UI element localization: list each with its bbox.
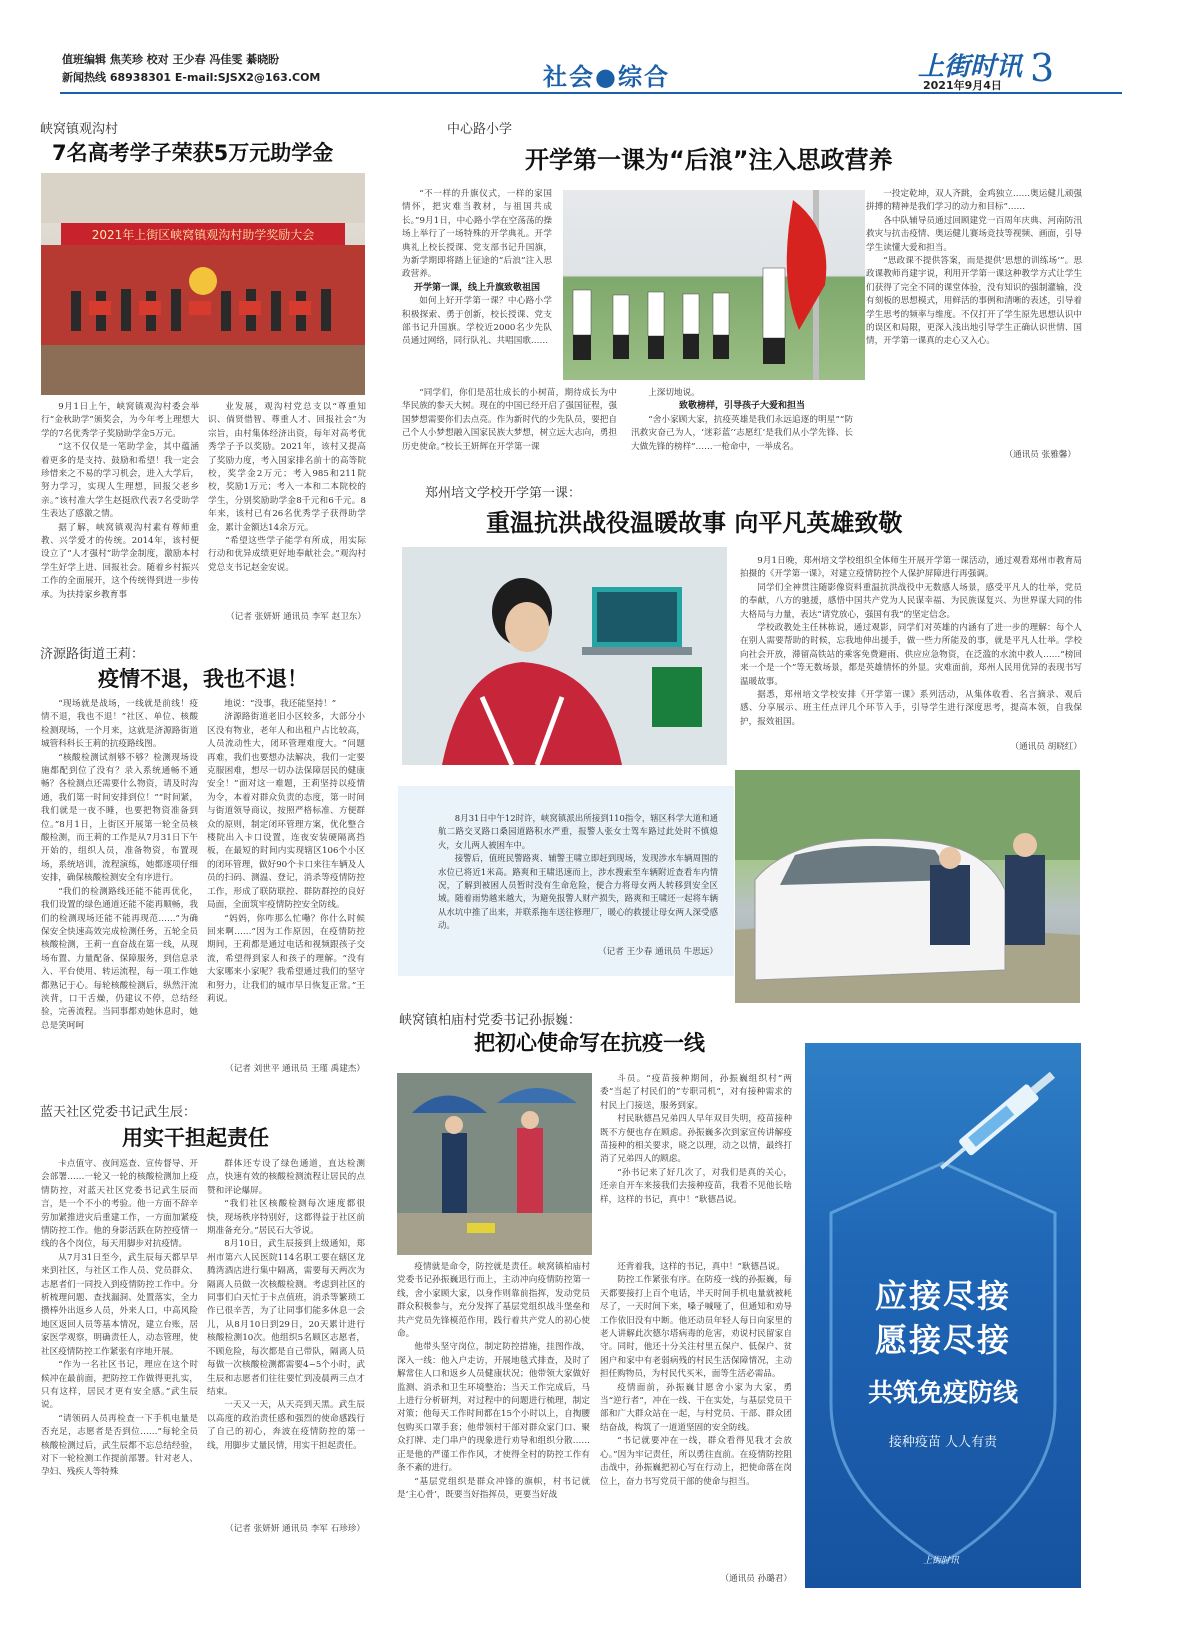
art1-headline: 7名高考学子荣获5万元助学金 xyxy=(52,141,334,165)
art2-p8: “思政课不提供答案，而是提供‘思想的训练场’”。思政课教师肖建宇说，利用开学第一课这种教学方式让学生们获得了完全不同的课堂体验，没有知识的强制灌输，没有刻板的思想模式，用鲜活的事例和清晰的表述，引导着学生思考的频率与维度。不仅打开了学生原先思想认识中的误区和局限，更深入浅出地引导学生正确认识世情、国情，开学第一课真的走心又入心。 xyxy=(866,256,1082,347)
art3-credit: （通讯员 胡晓红） xyxy=(1010,742,1082,752)
art2-p6: 一投定乾坤，双人齐跳，金鸡独立……奥运健儿顽强拼搏的精神是我们学习的动力和目标”…… xyxy=(866,189,1082,213)
art5-p2: “核酸检测试剂够不够？检测现场设施都配到位了没有？录入系统通畅不通畅？各检测点还需要什么物资，请及时沟通，我们第一时间安排到位！”“时间紧，我们就是一夜不睡，也要把物资准备到位。”8月1日，上街区开展第一轮全员核酸检测，而王莉的工作是从7月31日下午开始的，组织人员，准备物资，布置现场，系统培训，流程演练，她都逐项仔细安排，确保核酸检测安全有序进行。 xyxy=(41,752,198,884)
art3-p3: 学校政教处主任林栋说，通过观影，同学们对英雄的内涵有了进一步的理解：每个人在别人需要帮助的时候，忘我地伸出援手，做一些力所能及的事，就是平凡人壮举。学校向社会开放，滞留高铁站的乘客免费避雨、供应应急物资，在泛滥的水流中救人……“榜回来一个是一个”等无数场景，都是英雄情怀的外显。灾难面前，郑州人民用优异的表现书写温暖故事。 xyxy=(740,623,1082,687)
poster-line1: 应接尽接 xyxy=(874,1277,1011,1315)
art5-p1: “现场就是战场，一线就是前线！疫情不退，我也不退！”社区、单位、核酸检测现场，一个月来，这就是济源路街道城管科科长王莉的抗疫路线图。 xyxy=(41,699,198,750)
art1-p5: “希望这些学子能学有所成，用实际行动和优异成绩更好地奉献社会。”观沟村党总支书记赵金安说。 xyxy=(208,536,366,573)
art1-kicker: 峡窝镇观沟村 xyxy=(40,122,119,137)
header-hotline: 新闻热线 68938301 E-mail:SJSX2@163.COM xyxy=(62,71,321,84)
art1-p4: 业发展，观沟村党总支以“尊重知识、倘贤惜智、尊重人才、回报社会”为宗旨，由村集体经济出资，每年对高考优秀学子予以奖励。2021年，该村又提高了奖励力度，考入国家排名前十的高等院校，奖学金2万元；考入985和211院校，奖励1万元；考入一本和二本院校的学生，分别奖励助学金8千元和6千元。8年来，该村已有26名优秀学子获得助学金，累计金额达14余万元。 xyxy=(208,402,366,533)
poster-line3: 共筑免疫防线 xyxy=(867,1378,1018,1407)
art7-kicker: 蓝天社区党委书记武生辰： xyxy=(40,1105,197,1120)
art7-p5: 群体还专设了绿色通道，直达检测点，快速有效的核酸检测流程让居民的点赞和评论爆屏。 xyxy=(207,1159,365,1196)
art3-p2: 同学们全神贯注随影像资料重温抗洪战役中无数感人场景，感受平凡人的壮举，党员的奉献，八方的驰援，感悟中国共产党为人民谋幸福、为民族谋复兴、为世界谋大同的伟大格局与力量，表达“请党放心，强国有我”的坚定信念。 xyxy=(740,582,1082,620)
art1-banner: 2021年上街区峡窝镇观沟村助学奖励大会 xyxy=(91,228,315,242)
header-rule xyxy=(60,92,1122,94)
art5-p5: 济源路街道老旧小区较多，大部分小区没有物业，老年人和出租户占比较高，人员流动性大，闭环管理难度大。“问题再难，我们也要想办法解决，我们一定要克服困难，想尽一切办法保障居民的健康安全！”面对这一难题，王莉坚持以疫情为令，本着对群众负责的态度，第一时间与街道领导商议，按照严格标准、方便群众的原则，制定闭环管理方案，优化整合楼院出入卡口设置，连夜安装硬隔离挡板，在最短的时间内实现辖区106个小区的闭环管理，做好90个卡口来往车辆及人员的扫码、测温、登记，消杀等疫情防控工作，形成了联防联控、群防群控的良好局面，全面筑牢疫情防控安全防线。 xyxy=(207,712,365,911)
art2-headline: 开学第一课为“后浪”注入思政营养 xyxy=(525,146,893,174)
art3-kicker: 郑州培文学校开学第一课： xyxy=(425,486,582,501)
art2-credit: （通讯员 张雅馨） xyxy=(1004,450,1076,460)
art6-kicker: 峡窝镇柏庙村党委书记孙振巍： xyxy=(399,1013,582,1028)
vaccine-poster xyxy=(805,1043,1081,1588)
section-title: 社会●综合 xyxy=(543,63,670,91)
art2-p4: 上深切地说。 xyxy=(648,388,700,398)
art5-headline: 疫情不退，我也不退！ xyxy=(98,667,308,691)
art5-p4: 地说：“没事，我还能坚持！” xyxy=(224,699,337,709)
art7-col2 xyxy=(207,1158,365,1518)
art6-photo xyxy=(397,1073,592,1255)
syringe-icon xyxy=(935,1067,1059,1176)
art2-p5: “舍小家顾大家，抗疫英雄是我们永远追逐的明星”“防汛救灾奋己为人，‘迷彩蓝’‘志愿红’是我们从小学先锋、长大做先锋的榜样”……一枪命中，一举成名。 xyxy=(631,414,853,452)
art6-p1: 斗员。“疫苗接种期间，孙振巍组织村”两委“当起了村民们的”专职司机“，对有接种需求的村民上门接送，服务到家。 xyxy=(600,1074,792,1111)
art2-p2: 如何上好开学第一课？中心路小学积极探索、勇于创新，校长授课、党支部书记升国旗。学校近2000名少先队员通过网络，同行队礼、共唱国歌…… xyxy=(402,296,552,347)
art1-p3: 据了解，峡窝镇观沟村素有尊师重教、兴学爱才的传统。2014年，该村便设立了“人才强村”助学金制度，激励本村学生好学上进、回报社会。随着乡村振兴工作的全面展开，这个传统得到进一步传承。为扶持家乡教育事 xyxy=(41,522,199,600)
poster-line2: 愿接尽接 xyxy=(874,1321,1011,1359)
art1-col1 xyxy=(41,401,199,637)
art7-p7: 8月10日，武生辰接到上级通知，郑州市第六人民医院114名职工要在辖区龙腾湾酒店进行集中隔离，需要每天两次为隔离人员做一次核酸检测。考虑到社区的同事们白天忙于卡点值班，消杀等繁琐工作已很辛苦，为了让同事们能多休息一会儿，从8月10日到29日，20天累计进行核酸检测10次。他组织5名顾区志愿者，不顾危险，每次都是自己带队，隔离人员每做一次核酸检测都需要4~5个小时，武生辰和志愿者们往往要忙到凌晨两三点才结束。 xyxy=(207,1239,365,1397)
art6-p5: 他带头坚守岗位，制定防控措施，挂图作战，深入一线：他入户走访，开展地毯式排查，及时了解常住人口和返乡人员健康状况；他带领大家做好监测、消杀和卫生环境整治；当天工作完成后，马上进行分析研判，对过程中的问题进行梳理，制定对策；他每天工作时间都在15个小时以上，自掏腰包购买口罩手套；他带领村干部对群众家门口、聚众打牌、走门串户的现象进行劝导和组织分散……正是他的严谨工作作风，才使得全村的防控工作有条不紊的进行。 xyxy=(397,1342,590,1474)
art2-col3 xyxy=(631,387,853,459)
art5-p3: “我们的检测路线还能不能再优化，我们设置的绿色通道还能不能再顺畅，我们的检测现场还能不能再现范……”为确保安全快速高效完成检测任务，五轮全员核酸检测，王莉一直奋战在第一线，从现场布置、力量配备、保障服务，到信息录入、平台使用、转运流程，每一项工作她都熟记于心。每轮核酸检测后，纵然汗流浃背，口干舌燥，仍建议不停，总结经验，完善流程。当同事都劝她休息时，她总是笑呵呵 xyxy=(41,886,198,1031)
art3-body xyxy=(740,555,1082,737)
poster-line4: 接种疫苗 人人有责 xyxy=(888,1435,998,1450)
art7-p2: 从7月31日至今，武生辰每天都早早来到社区，与社区工作人员、党员群众、志愿者们一同投入到疫情防控工作中。分析梳理问题、查找漏洞、处置落实，全力攒棒外出返乡人员，外来人口，中高风险地区返回人员等基本情况，建立台账，居家医学观察，明确责任人，动态管理，使社区疫情防控工作紧张有序地开展。 xyxy=(41,1252,198,1357)
art2-p7: 各中队辅导员通过回顾建党一百周年庆典、河南防汛救灾与抗击疫情、奥运健儿赛场竞技等视频、画面，引导学生读懂大爱和担当。 xyxy=(866,215,1082,253)
art5-col1 xyxy=(41,698,198,1086)
masthead-logo: 上街时讯 xyxy=(918,52,1023,82)
art7-p6: “我们社区核酸检测每次速度都很快，现场秩序特别好，这都得益于社区前期准备充分。”居民石大爷说。 xyxy=(207,1199,365,1237)
art6-p4: 疫情就是命令，防控就是责任。峡窝镇柏庙村党委书记孙振巍迅行而上，主动冲向疫情防控第一线，舍小家顾大家，以身作则靠前指挥，发动党员群众积极参与，充分发挥了基层党组织战斗堡垒和共产党员先锋模范作用，践行着共产党人的初心使命。 xyxy=(397,1262,590,1340)
art6-col3 xyxy=(600,1261,792,1571)
art2-subhead1: 开学第一课，线上升旗致敬祖国 xyxy=(413,282,540,293)
art2-p1: “不一样的升旗仪式，一样的家国情怀，把灾难当教材，与祖国共成长。”9月1日，中心路小学在空荡荡的操场上举行了一场特殊的开学典礼。开学典礼上校长授课、党支部书记升国旗，为新学期即将踏上征途的“后浪”注入思政营养。 xyxy=(402,189,552,280)
art7-headline: 用实干担起责任 xyxy=(122,1126,269,1150)
art4-photo xyxy=(735,770,1080,1003)
art1-col2 xyxy=(208,401,366,611)
art2-col1 xyxy=(402,188,552,383)
art6-p7: 还背着我，这样的书记，真中！”耿德昌说。 xyxy=(617,1262,785,1272)
art1-p1: 9月1日上午，峡窝镇观沟村委会举行“金秋助学”颁奖会，为今年考上理想大学的7名优秀学子奖励助学金5万元。 xyxy=(41,402,199,439)
art6-credit: （通讯员 孙璐君） xyxy=(720,1574,792,1584)
art6-p6: “基层党组织是群众冲锋的旗帜，村书记就是‘主心骨’，既要当好指挥员，更要当好战 xyxy=(397,1476,590,1500)
art1-credit: （记者 张妍妍 通讯员 李军 赵卫东） xyxy=(226,612,366,622)
art2-col4 xyxy=(866,188,1082,446)
poster-logo: 上街时讯 xyxy=(923,1556,960,1566)
art4-body xyxy=(438,812,718,952)
art3-photo xyxy=(402,547,727,765)
art2-subhead2: 致敬榜样，引导孩子大爱和担当 xyxy=(678,401,805,412)
art4-credit: （记者 王少春 通讯员 牛思远） xyxy=(598,947,718,957)
art7-p8: 一天又一天，从天亮到天黑。武生辰以高度的政治责任感和强烈的使命感践行了自己的初心，奔波在疫情防控的第一线，用脚步丈量民情，用实干担起责任。 xyxy=(207,1400,365,1451)
art4-p1: 8月31日中午12时许，峡窝镇派出所接到110指令，辖区科学大道和通航二路交叉路口桑园道路积水严重，报警人张女士驾车路过此处时不慎熄火，女儿两人被困车中。 xyxy=(438,813,718,850)
art6-col2 xyxy=(397,1261,590,1587)
art3-headline: 重温抗洪战役温暖故事 向平凡英雄致敬 xyxy=(486,509,903,537)
art2-p3: “同学们，你们是茁壮成长的小树苗，期待成长为中华民族的参天大树。现在的中国已经开启了强国征程，强国梦想需要你们去点亮。作为新时代的少先队员，要把自己个人小梦想融入国家民族大梦想，树立远大志向，勇担历史使命。”校长王妍辉在开学第一课 xyxy=(402,388,617,452)
art7-p4: “请领码人员再检查一下手机电量是否充足，志愿者是否到位……”每轮全员核酸检测过后，武生辰都不忘总结经验，对下一轮检测工作提前部署。针对老人、孕妇、残疾人等特殊 xyxy=(41,1413,198,1478)
art6-col1 xyxy=(600,1073,792,1261)
page-number: 3 xyxy=(1030,46,1055,90)
art2-photo xyxy=(563,190,865,380)
art6-p8: 防控工作紧张有序。在防疫一线的孙振巍，每天都要接打上百个电话，半天时间手机电量就被耗尽了，一天时间下来，嗓子喊哑了，但通知和劝导工作依旧没有中断。他还动员年轻人每日向家里的老人讲解此次德尔塔病毒的危害，劝说村民留家自守。同时，他还十分关注村里五保户、低保户、贫困户和家中有老弱病残的村民生活保障情况，主动担任购物员，为村民代买米，面等生活必需品。 xyxy=(600,1275,792,1380)
art6-p9: 疫情面前，孙振巍甘愿舍小家为大家，勇当“逆行者”，冲在一线、干在实处，与基层党员干部和广大群众站在一起，与村党员、干部、群众团结奋战，构筑了一道道坚固的安全防线。 xyxy=(600,1382,792,1433)
art7-credit: （记者 张妍妍 通讯员 李军 石珍珍） xyxy=(225,1524,365,1534)
art1-p2: “这不仅仅是一笔助学金，其中蕴涵着更多的是支持、鼓励和希望！我一定会珍惜来之不易的学习机会，进入大学后，努力学习，实现人生理想，回报父老乡亲。”该村准大学生赵挺欣代表7名受助学生表达了感激之情。 xyxy=(41,442,199,520)
art5-credit: （记者 刘世平 通讯员 王瑾 禹建杰） xyxy=(225,1064,365,1074)
art6-p10: “书记就要冲在一线，群众看得见我才会放心。”因为牢记责任，所以勇往直前。在疫情防控阻击战中，孙振巍把初心写在行动上，把使命落在岗位上，奋力书写党员干部的使命与担当。 xyxy=(600,1436,792,1487)
art1-photo xyxy=(41,173,365,395)
art7-p3: “作为一名社区书记，理应在这个时候冲在最前面，把防控工作做得更扎实，只有这样，居民才更有安全感。”武生辰说。 xyxy=(41,1360,198,1411)
art7-col1 xyxy=(41,1158,198,1556)
art2-col2 xyxy=(402,387,617,459)
art5-col2 xyxy=(207,698,365,1060)
art4-p2: 接警后，值班民警路爽、辅警王啸立即赶到现场，发现涉水车辆周围的水位已将近1米高。路爽和王啸迅速而上，涉水搜索至车辆附近查看车内情况，了解到被困人员暂时没有生命危险，便合力将母女两人转移到安全区域。随着雨势越来越大，为避免报警人财产损失，路爽和王啸还一起将车辆从水坑中推了出来，并联系拖车送往修理厂，暖心的救援让母女两人深受感动。 xyxy=(438,853,718,931)
art6-p2: 村民耿德昌兄弟四人早年双目失明，疫苗接种既不方便也存在顾虑。孙振巍多次到家宣传讲解疫苗接种的相关要求，晓之以理，动之以情，最终打消了兄弟四人的顾虑。 xyxy=(600,1114,792,1165)
art2-kicker: 中心路小学 xyxy=(447,122,513,137)
art7-p1: 卡点值守、夜间巡查、宣传督导、开会部署……一轮又一轮的核酸检测加上疫情防控，对蓝天社区党委书记武生辰而言，是一个不小的考验。他一方面不辞辛劳加紧推进灾后重建工作，一方面加紧疫情防控工作。他的身影活跃在防控疫情一线的各个岗位，每天用脚步对抗疫情。 xyxy=(41,1159,198,1250)
header-date: 2021年9月4日 xyxy=(923,79,1002,92)
art6-headline: 把初心使命写在抗疫一线 xyxy=(474,1031,705,1055)
art5-kicker: 济源路街道王莉： xyxy=(40,647,145,662)
art3-p4: 据悉，郑州培文学校安排《开学第一课》系列活动，从集体收看、名言摘录、观后感、分享展示、班主任点评几个环节入手，引导学生进行深度思考，提高本领，自我保护，报效祖国。 xyxy=(740,690,1082,727)
art3-p1: 9月1日晚，郑州培文学校组织全体师生开展开学第一课活动，通过观看郑州市教育局拍摄的《开学第一课》，对建立疫情防控个人保护屏障进行再强调。 xyxy=(740,556,1082,580)
art6-p3: “孙书记来了好几次了，对我们是真的关心，还亲自开车来接我们去接种疫苗，我看不见他长啥样，这样的书记，真中！”耿德昌说。 xyxy=(600,1167,792,1205)
header-editors: 值班编辑 焦芙珍 校对 王少春 冯佳雯 綦晓盼 xyxy=(62,53,280,66)
art5-p6: “妈妈，你咋那么忙嘞？你什么时候回来啊……”因为工作原因，在疫情防控期间，王莉都是通过电话和视频跟孩子交流，希望得到家人和孩子的理解。“没有大家哪来小家呢？我希望通过我们的坚守和努力，让我们的城市早日恢复正常。”王莉说。 xyxy=(207,913,365,1004)
